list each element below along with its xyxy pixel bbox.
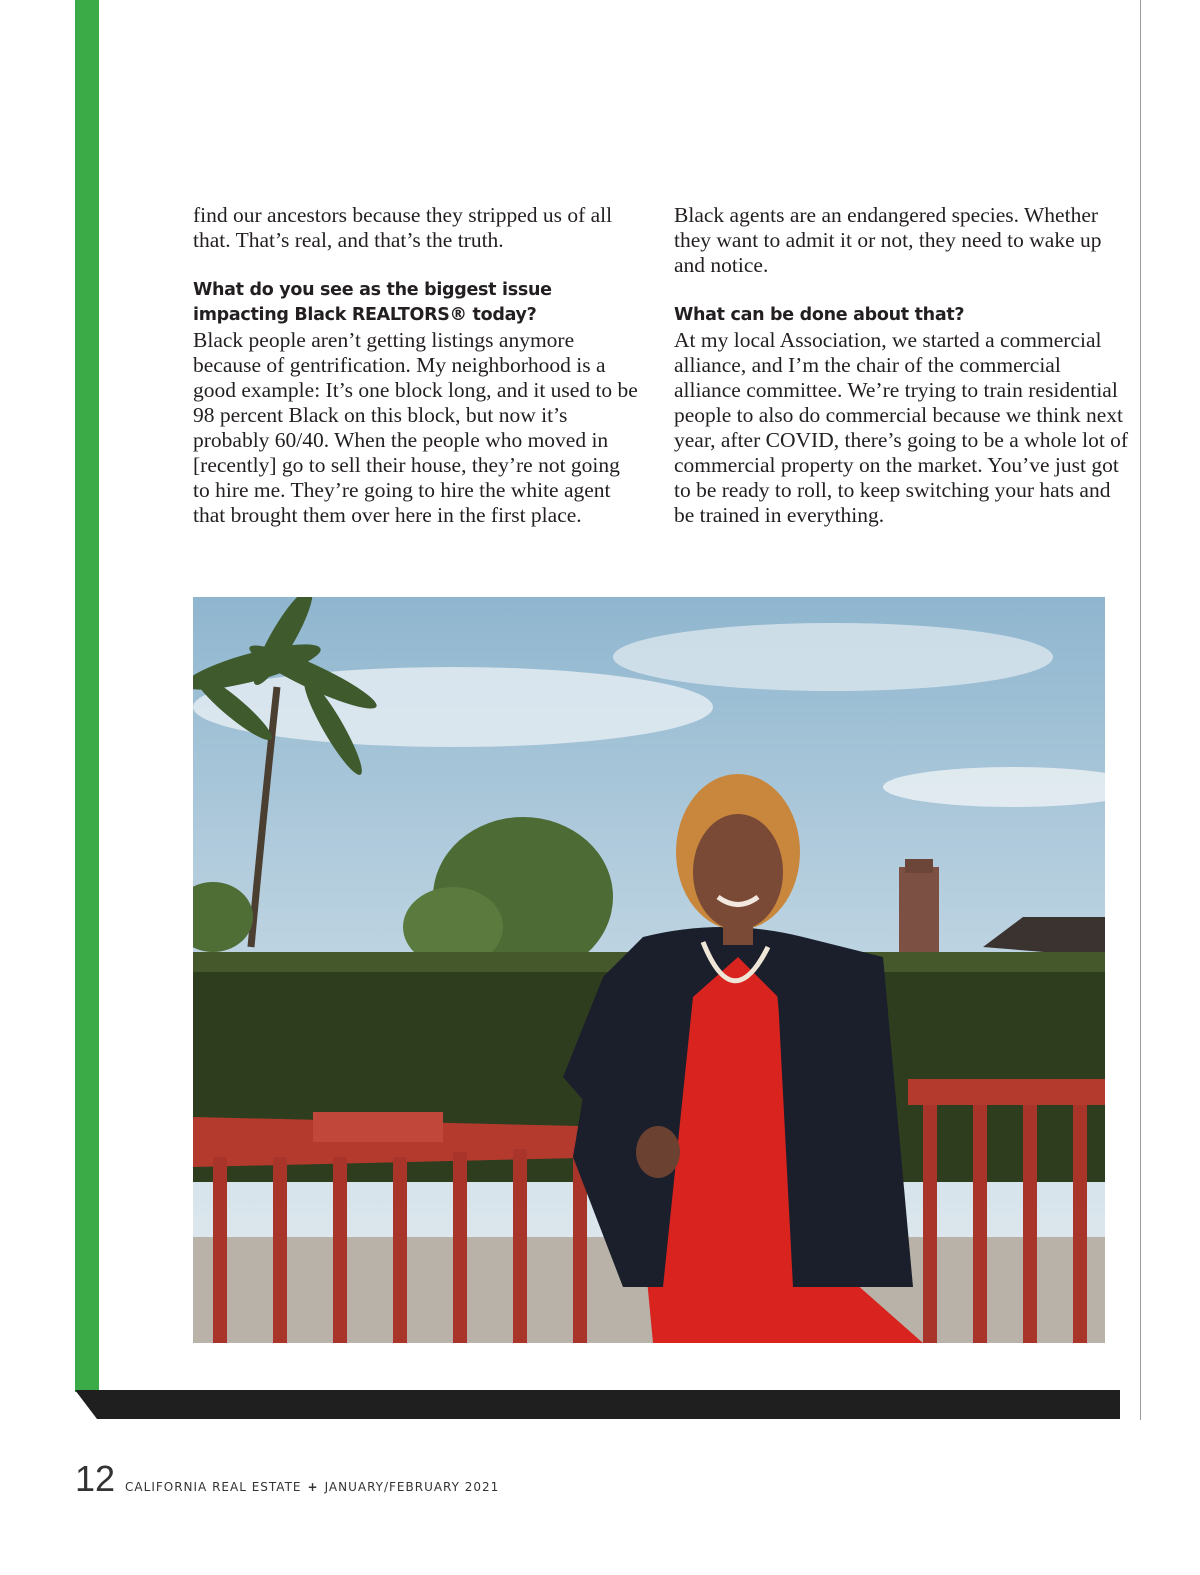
issue-date: JANUARY/FEBRUARY 2021 <box>324 1480 500 1494</box>
footer-band <box>75 1390 1120 1419</box>
article-column-right <box>674 203 1129 528</box>
paragraph: find our ancestors because they stripped us of all that. That’s real, and that’s the truth. <box>193 203 613 252</box>
page-edge-rule <box>1140 0 1141 1420</box>
article-column-left <box>193 203 638 528</box>
interview-answer: At my local Association, we started a commercial alliance, and I’m the chair of the commercial alliance committee. We’re trying to train residential people to also do commercial because we think next year, after COVID, there’s going to be a whole lot of commercial property on the market. You’ve just got to be ready to roll, to keep switching your hats and be trained in everything. <box>674 328 1129 527</box>
portrait-photo <box>193 597 1105 1343</box>
paragraph: Black agents are an endangered species. Whether they want to admit it or not, they need to wake up and notice. <box>674 203 1102 277</box>
publication-name: CALIFORNIA REAL ESTATE <box>125 1480 302 1494</box>
running-footer <box>125 1480 499 1494</box>
interview-question: What can be done about that? <box>674 305 965 325</box>
interview-answer: Black people aren’t getting listings anymore because of gentrification. My neighborhood is a good example: It’s one block long, and it used to be 98 percent Black on this block, but now it’s probably 60/40. When the people who moved in [recently] go to sell their house, they’re not going to hire me. They’re going to hire the white agent that brought them over here in the first place. <box>193 328 638 527</box>
plus-separator: + <box>307 1480 319 1494</box>
page-number: 12 <box>75 1458 116 1499</box>
page-footer <box>75 1458 499 1500</box>
accent-green-bar <box>75 0 99 1392</box>
interview-question: What do you see as the biggest issue impacting Black REALTORS® today? <box>193 280 552 325</box>
